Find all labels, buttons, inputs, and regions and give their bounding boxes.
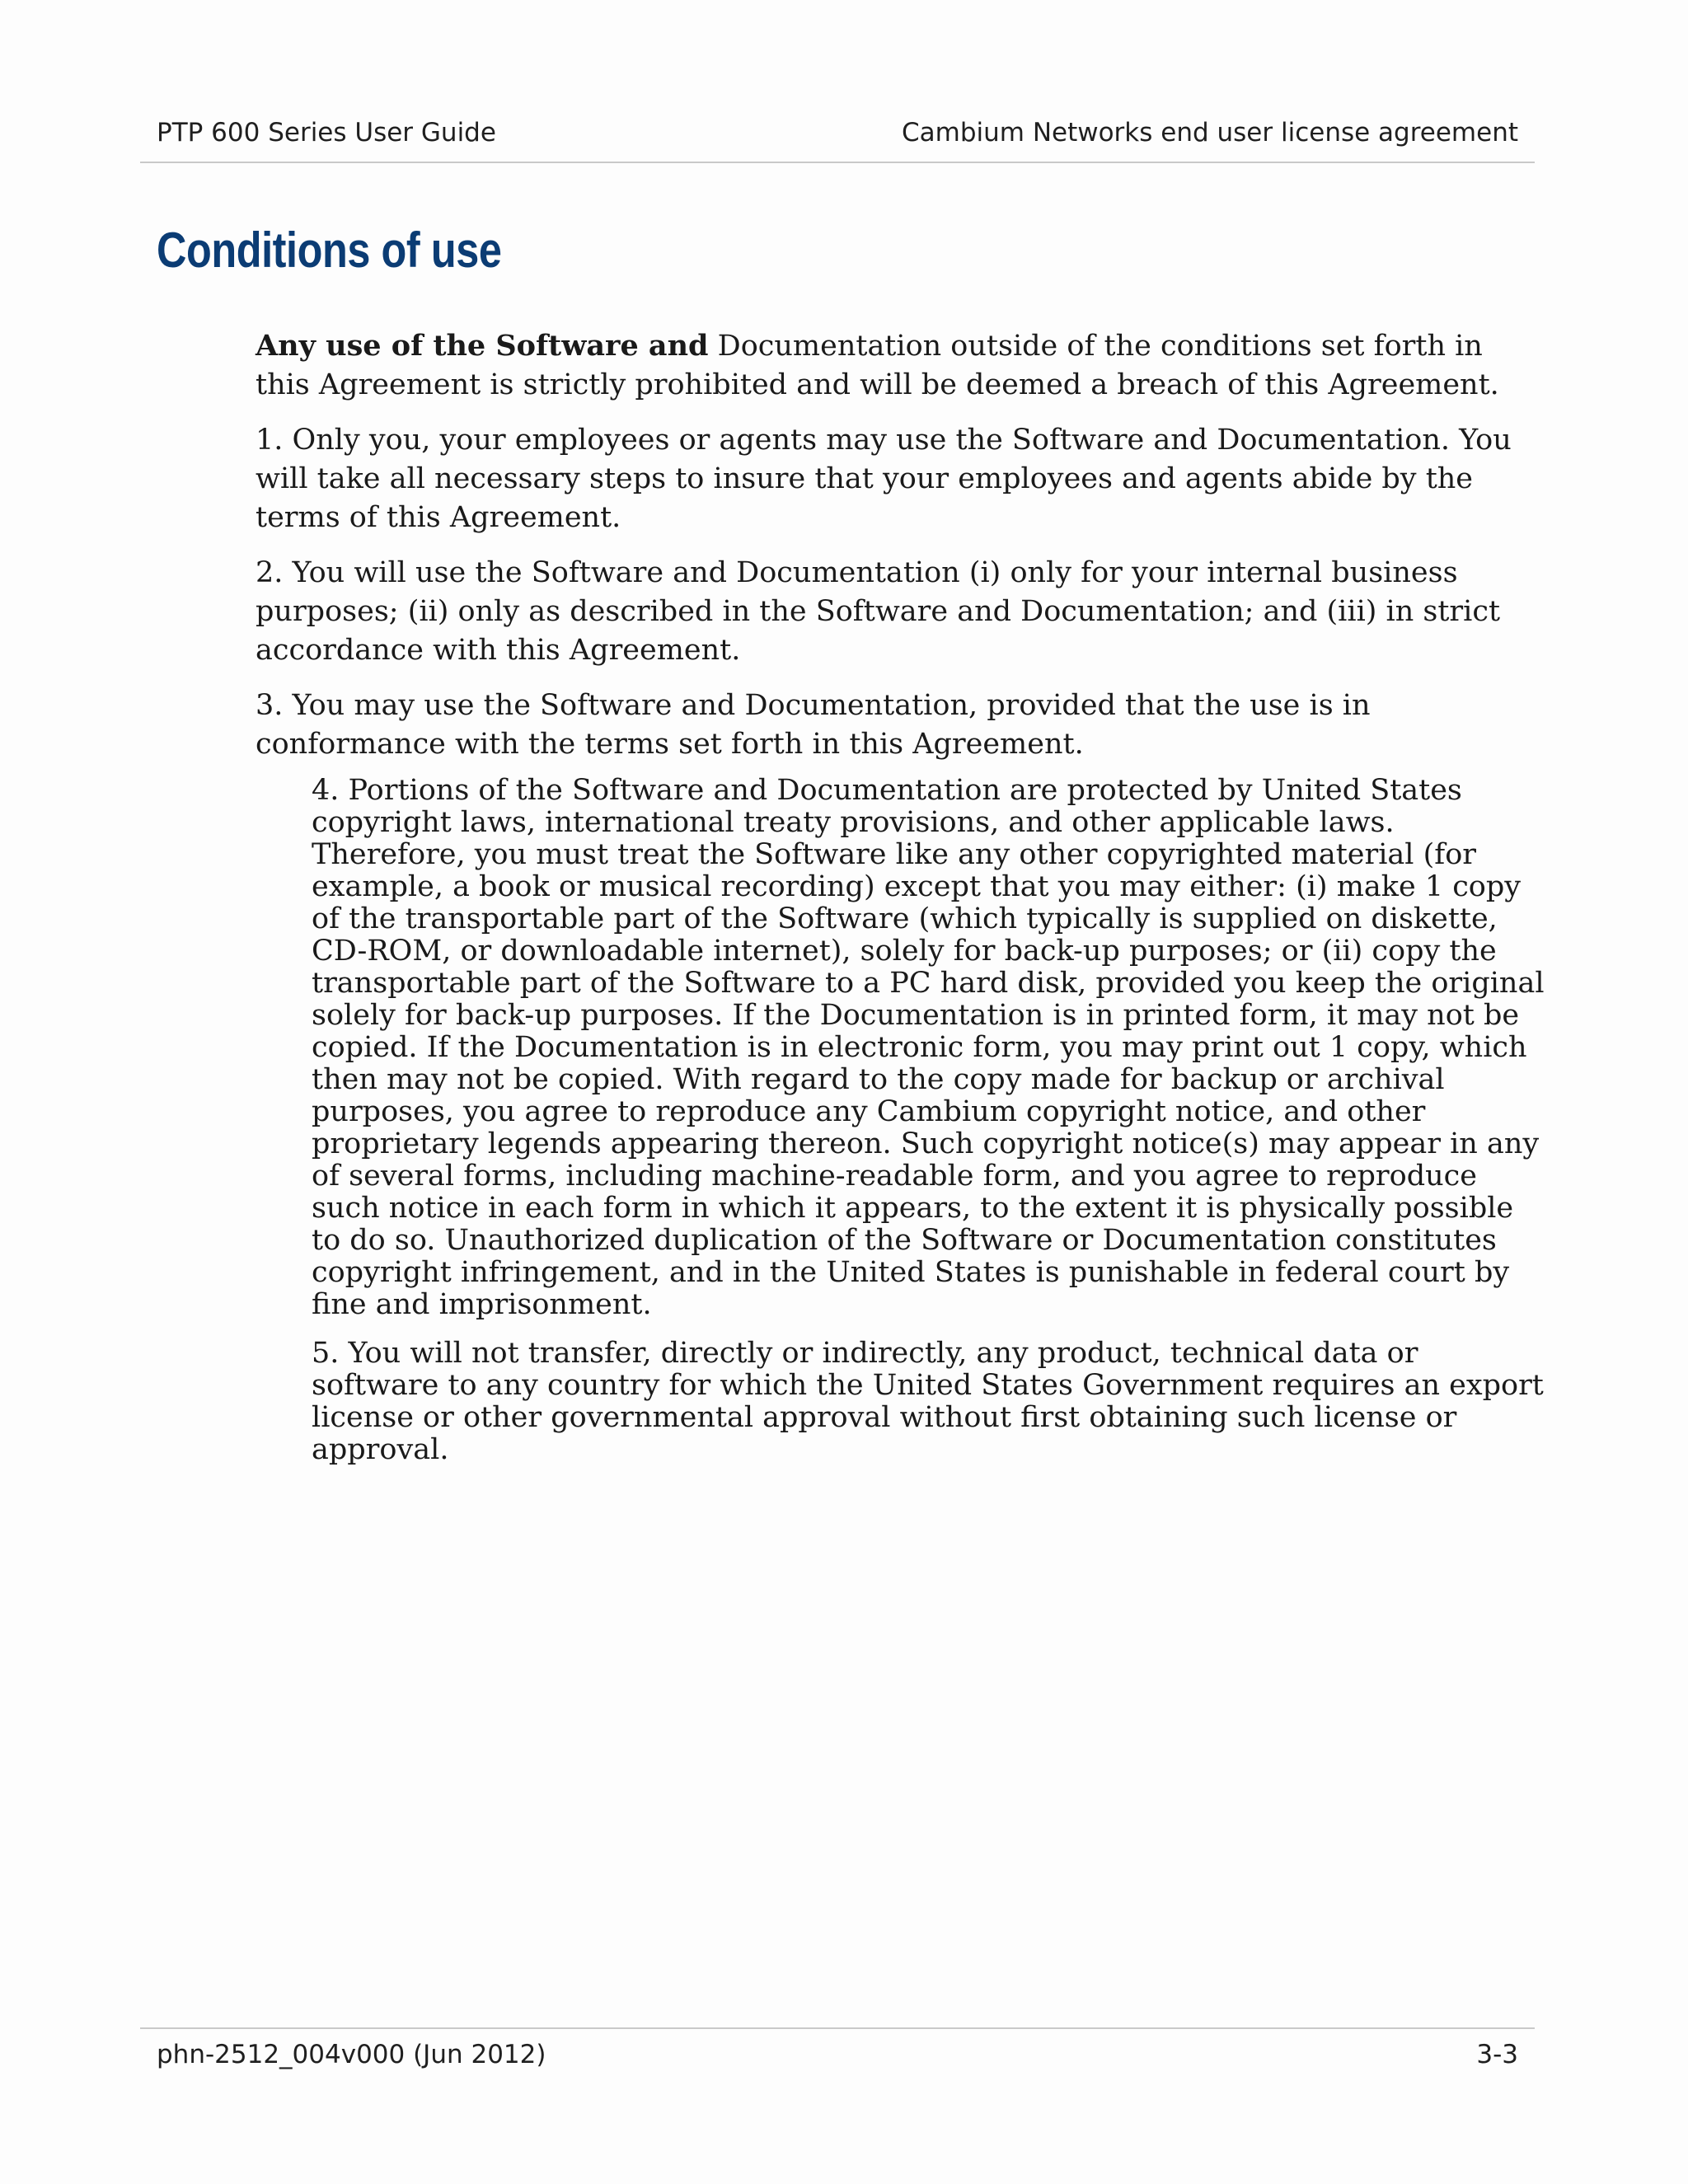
body-text [256, 326, 1541, 780]
intro-bold-text: Any use of the Software and [256, 329, 709, 363]
page-header [157, 112, 1518, 153]
header-chapter-title: Cambium Networks end user license agreement [901, 118, 1518, 148]
footer-page-number: 3-3 [1476, 2040, 1518, 2069]
condition-paragraph-4: 4. Portions of the Software and Documentation are protected by United States copyright laws, international treaty provisions, and other applicable laws. Therefore, you must treat the Software like any other copyrighted material (for example, a book or musical recording) except that you may either: (i) make 1 copy of the transportable part of the Software (which typically is supplied on diskette, CD-ROM, or downloadable internet), solely for back-up purposes; or (ii) copy the transportable part of the Software to a PC hard disk, provided you keep the original solely for back-up purposes. If the Documentation is in printed form, it may not be copied. If the Documentation is in electronic form, you may print out 1 copy, which then may not be copied. With regard to the copy made for backup or archival purposes, you agree to reproduce any Cambium copyright notice, and other proprietary legends appearing thereon. Such copyright notice(s) may appear in any of several forms, including machine-readable form, and you agree to reproduce such notice in each form in which it appears, to the extent it is physically possible to do so. Unauthorized duplication of the Software or Documentation constitutes copyright infringement, and in the United States is punishable in federal court by fine and imprisonment. [312, 774, 1545, 1321]
footer-document-id: phn-2512_004v000 (Jun 2012) [157, 2040, 546, 2069]
condition-paragraph-1: 1. Only you, your employees or agents may use the Software and Documentation. You will take all necessary steps to insure that your employees and agents abide by the terms of this Agreement. [256, 424, 1512, 534]
footer-divider [140, 2027, 1535, 2029]
header-divider [140, 162, 1535, 163]
header-guide-title: PTP 600 Series User Guide [157, 118, 496, 148]
intro-paragraph [256, 326, 1541, 405]
page-footer [157, 2034, 1518, 2075]
condition-paragraph-3: 3. You may use the Software and Documentation, provided that the use is in conformance with the terms set forth in this Agreement. [256, 689, 1371, 761]
condition-paragraph-2: 2. You will use the Software and Documentation (i) only for your internal business purposes; (ii) only as described in the Software and Documentation; and (iii) in strict accordance with this Agreement. [256, 556, 1501, 667]
condition-paragraph-5: 5. You will not transfer, directly or indirectly, any product, technical data or software to any country for which the United States Government requires an export license or other governmental approval without first obtaining such license or approval. [312, 1337, 1544, 1466]
section-title: Conditions of use [157, 223, 502, 278]
indented-body-text [312, 775, 1548, 1483]
intro-text: Documentation outside of the conditions set forth in this Agreement is strictly prohibited and will be deemed a breach of this Agreement. [256, 330, 1499, 401]
